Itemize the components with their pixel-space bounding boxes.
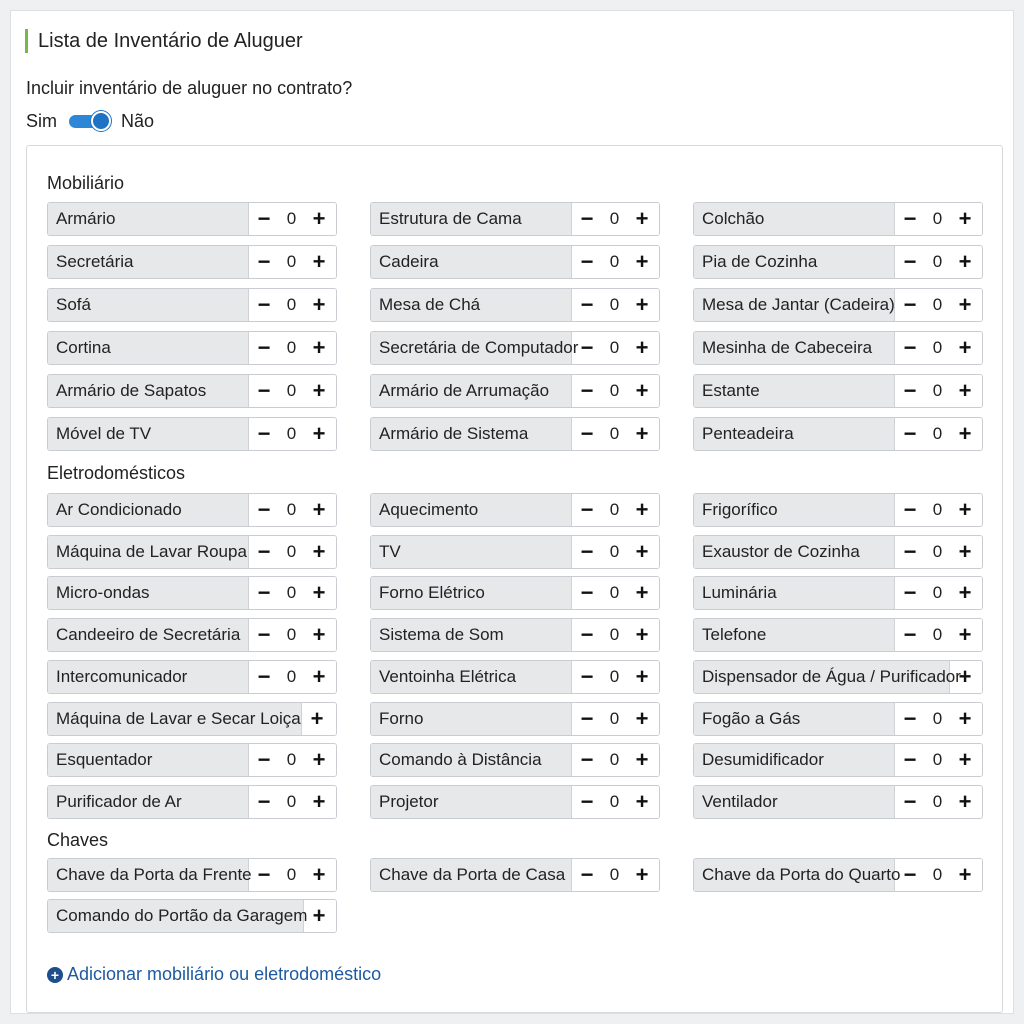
item-label: Ar Condicionado: [48, 494, 249, 526]
inventory-item: [47, 417, 337, 451]
group-title: Mobiliário: [47, 173, 125, 193]
quantity-value: 0: [932, 500, 943, 519]
quantity-value: 0: [932, 424, 943, 443]
inventory-item: [370, 374, 660, 408]
item-label: Chave da Porta do Quarto: [694, 859, 895, 891]
minus-icon[interactable]: −: [257, 292, 271, 317]
quantity-value: 0: [932, 252, 943, 271]
minus-icon[interactable]: −: [257, 747, 271, 773]
item-label: Máquina de Lavar Roupa: [48, 536, 249, 568]
inventory-item: [370, 245, 660, 279]
quantity-value: 0: [609, 666, 620, 686]
inventory-item: [693, 618, 983, 652]
item-label: Armário: [48, 203, 249, 235]
quantity-value: 0: [609, 500, 620, 519]
inventory-item: [693, 785, 983, 819]
minus-icon[interactable]: −: [903, 747, 917, 773]
quantity-value: 0: [286, 424, 297, 443]
quantity-stepper: [895, 203, 982, 235]
plus-icon[interactable]: +: [958, 206, 972, 231]
minus-icon[interactable]: −: [257, 497, 271, 522]
minus-icon[interactable]: −: [580, 335, 594, 360]
inventory-item: [47, 702, 337, 736]
plus-icon[interactable]: +: [958, 249, 972, 274]
item-label: Colchão: [694, 203, 895, 235]
item-label: Comando à Distância: [371, 744, 572, 776]
plus-icon[interactable]: +: [958, 497, 972, 522]
minus-icon[interactable]: −: [257, 580, 271, 606]
inventory-item: [693, 245, 983, 279]
item-label: Chave da Porta da Frente: [48, 859, 249, 891]
minus-icon[interactable]: −: [257, 622, 271, 648]
item-label: Forno: [371, 703, 572, 735]
quantity-value: 0: [286, 209, 297, 228]
quantity-value: 0: [932, 625, 943, 645]
plus-icon[interactable]: +: [635, 292, 649, 317]
minus-icon[interactable]: −: [580, 580, 594, 606]
inventory-item: [47, 618, 337, 652]
minus-icon[interactable]: −: [257, 206, 271, 231]
item-label: Telefone: [694, 619, 895, 651]
quantity-stepper: [572, 246, 659, 278]
inventory-item: [370, 576, 660, 610]
include-inventory-toggle[interactable]: [69, 111, 111, 131]
plus-icon[interactable]: +: [958, 622, 972, 648]
add-item-label: Adicionar mobiliário ou eletrodoméstico: [67, 964, 382, 984]
minus-icon[interactable]: −: [257, 538, 271, 564]
minus-icon[interactable]: −: [257, 335, 271, 360]
quantity-value: 0: [932, 750, 943, 770]
quantity-stepper: [572, 786, 659, 818]
inventory-panel: [26, 145, 1003, 1013]
item-label: Candeeiro de Secretária: [48, 619, 249, 651]
quantity-stepper: [249, 332, 336, 364]
item-label: Armário de Arrumação: [371, 375, 572, 407]
page-title: Lista de Inventário de Aluguer: [25, 29, 303, 53]
item-label: Secretária de Computador: [371, 332, 572, 364]
plus-icon[interactable]: +: [312, 903, 326, 928]
item-label: Desumidificador: [694, 744, 895, 776]
minus-icon[interactable]: −: [580, 497, 594, 522]
plus-icon[interactable]: +: [958, 663, 972, 689]
include-inventory-question: Incluir inventário de aluguer no contrato?: [26, 78, 353, 98]
item-label: Forno Elétrico: [371, 577, 572, 609]
inventory-item: [693, 493, 983, 527]
inventory-item: [693, 576, 983, 610]
minus-icon[interactable]: −: [903, 862, 917, 887]
minus-icon[interactable]: −: [903, 335, 917, 360]
quantity-value: 0: [609, 295, 620, 314]
plus-icon[interactable]: +: [958, 538, 972, 564]
minus-icon[interactable]: −: [257, 378, 271, 403]
quantity-value: 0: [286, 381, 297, 400]
quantity-stepper: [249, 536, 336, 568]
quantity-stepper: [572, 619, 659, 651]
plus-icon[interactable]: +: [635, 249, 649, 274]
quantity-value: 0: [609, 865, 620, 884]
inventory-item: [693, 743, 983, 777]
minus-icon[interactable]: −: [580, 378, 594, 403]
quantity-stepper: [249, 203, 336, 235]
quantity-stepper: [895, 332, 982, 364]
inventory-item: [47, 374, 337, 408]
plus-icon[interactable]: +: [312, 747, 326, 773]
plus-icon[interactable]: +: [958, 421, 972, 446]
quantity-value: 0: [932, 541, 943, 561]
inventory-item: [47, 899, 337, 933]
item-label: Aquecimento: [371, 494, 572, 526]
inventory-item: [47, 331, 337, 365]
item-label: Cortina: [48, 332, 249, 364]
quantity-stepper: [249, 418, 336, 450]
inventory-item: [693, 202, 983, 236]
minus-icon[interactable]: −: [580, 705, 594, 731]
quantity-value: 0: [609, 381, 620, 400]
minus-icon[interactable]: −: [257, 249, 271, 274]
inventory-item: [47, 493, 337, 527]
plus-icon[interactable]: +: [312, 335, 326, 360]
item-label: Móvel de TV: [48, 418, 249, 450]
inventory-item: [693, 288, 983, 322]
minus-icon[interactable]: −: [580, 292, 594, 317]
plus-circle-icon: +: [47, 967, 63, 983]
plus-icon[interactable]: +: [635, 663, 649, 689]
quantity-value: 0: [932, 295, 943, 314]
item-label: Estante: [694, 375, 895, 407]
quantity-stepper: [249, 289, 336, 321]
plus-icon[interactable]: +: [958, 747, 972, 773]
add-item-link[interactable]: [47, 964, 381, 985]
quantity-stepper: [572, 661, 659, 693]
plus-icon[interactable]: +: [635, 580, 649, 606]
item-label: Frigorífico: [694, 494, 895, 526]
quantity-value: 0: [286, 750, 297, 770]
quantity-stepper: [572, 332, 659, 364]
quantity-stepper: [249, 246, 336, 278]
plus-icon[interactable]: +: [312, 538, 326, 564]
toggle-no-label: Não: [121, 110, 155, 131]
plus-icon[interactable]: +: [958, 862, 972, 887]
quantity-stepper: [249, 859, 336, 891]
quantity-value: 0: [932, 338, 943, 357]
quantity-value: 0: [609, 750, 620, 770]
inventory-item: [693, 660, 983, 694]
quantity-stepper: [895, 859, 982, 891]
item-label: Secretária: [48, 246, 249, 278]
item-label: Pia de Cozinha: [694, 246, 895, 278]
quantity-value: 0: [609, 541, 620, 561]
inventory-item: [370, 858, 660, 892]
plus-icon[interactable]: +: [312, 206, 326, 231]
toggle-yes-label: Sim: [26, 110, 57, 131]
minus-icon[interactable]: −: [903, 378, 917, 403]
plus-icon[interactable]: +: [312, 862, 326, 887]
quantity-stepper: [895, 494, 982, 526]
inventory-item: [370, 535, 660, 569]
minus-icon[interactable]: −: [903, 497, 917, 522]
plus-icon[interactable]: +: [958, 788, 972, 814]
item-label: Cadeira: [371, 246, 572, 278]
item-label: Chave da Porta de Casa: [371, 859, 572, 891]
quantity-value: 0: [932, 865, 943, 884]
item-label: Mesa de Chá: [371, 289, 572, 321]
inventory-item: [370, 288, 660, 322]
minus-icon[interactable]: −: [903, 249, 917, 274]
minus-icon[interactable]: −: [257, 421, 271, 446]
minus-icon[interactable]: −: [903, 421, 917, 446]
quantity-stepper: [572, 203, 659, 235]
quantity-stepper: [572, 375, 659, 407]
inventory-item: [47, 245, 337, 279]
plus-icon[interactable]: +: [312, 249, 326, 274]
quantity-value: 0: [286, 541, 297, 561]
minus-icon[interactable]: −: [580, 538, 594, 564]
inventory-item: [693, 374, 983, 408]
quantity-value: 0: [286, 583, 297, 603]
quantity-stepper: [572, 859, 659, 891]
quantity-value: 0: [286, 625, 297, 645]
plus-icon[interactable]: +: [310, 705, 324, 731]
plus-icon[interactable]: +: [958, 292, 972, 317]
quantity-stepper: [249, 494, 336, 526]
inventory-page: [10, 10, 1014, 1014]
plus-icon[interactable]: +: [312, 378, 326, 403]
inventory-item: [693, 858, 983, 892]
quantity-stepper: [572, 418, 659, 450]
toggle-knob: [91, 111, 111, 131]
inventory-item: [693, 702, 983, 736]
quantity-value: 0: [609, 708, 620, 728]
quantity-value: 0: [609, 209, 620, 228]
quantity-stepper: [302, 703, 336, 735]
item-label: Estrutura de Cama: [371, 203, 572, 235]
inventory-item: [47, 535, 337, 569]
inventory-item: [370, 743, 660, 777]
plus-icon[interactable]: +: [958, 378, 972, 403]
plus-icon[interactable]: +: [635, 421, 649, 446]
quantity-stepper: [895, 703, 982, 735]
inventory-item: [370, 202, 660, 236]
quantity-stepper: [895, 786, 982, 818]
quantity-value: 0: [286, 666, 297, 686]
item-label: Exaustor de Cozinha: [694, 536, 895, 568]
quantity-value: 0: [286, 252, 297, 271]
plus-icon[interactable]: +: [958, 335, 972, 360]
item-label: Projetor: [371, 786, 572, 818]
plus-icon[interactable]: +: [312, 421, 326, 446]
item-label: Comando do Portão da Garagem: [48, 900, 304, 932]
quantity-stepper: [895, 619, 982, 651]
quantity-value: 0: [932, 209, 943, 228]
quantity-value: 0: [932, 583, 943, 603]
plus-icon[interactable]: +: [635, 622, 649, 648]
plus-icon[interactable]: +: [312, 788, 326, 814]
quantity-stepper: [249, 786, 336, 818]
quantity-value: 0: [609, 625, 620, 645]
inventory-item: [47, 858, 337, 892]
item-label: Armário de Sistema: [371, 418, 572, 450]
plus-icon[interactable]: +: [635, 747, 649, 773]
quantity-value: 0: [609, 583, 620, 603]
minus-icon[interactable]: −: [903, 580, 917, 606]
quantity-value: 0: [286, 791, 297, 811]
plus-icon[interactable]: +: [312, 497, 326, 522]
inventory-item: [47, 202, 337, 236]
plus-icon[interactable]: +: [958, 580, 972, 606]
quantity-stepper: [895, 577, 982, 609]
inventory-item: [47, 785, 337, 819]
inventory-item: [370, 417, 660, 451]
minus-icon[interactable]: −: [580, 206, 594, 231]
plus-icon[interactable]: +: [635, 497, 649, 522]
quantity-stepper: [895, 744, 982, 776]
quantity-value: 0: [286, 500, 297, 519]
quantity-stepper: [572, 289, 659, 321]
item-label: Penteadeira: [694, 418, 895, 450]
minus-icon[interactable]: −: [257, 663, 271, 689]
item-label: Dispensador de Água / Purificador: [694, 661, 950, 693]
minus-icon[interactable]: −: [903, 622, 917, 648]
inventory-item: [370, 660, 660, 694]
item-label: Armário de Sapatos: [48, 375, 249, 407]
inventory-item: [693, 535, 983, 569]
plus-icon[interactable]: +: [635, 705, 649, 731]
inventory-item: [47, 743, 337, 777]
quantity-stepper: [895, 375, 982, 407]
quantity-stepper: [895, 246, 982, 278]
minus-icon[interactable]: −: [580, 663, 594, 689]
minus-icon[interactable]: −: [580, 249, 594, 274]
group-title: Chaves: [47, 830, 109, 850]
plus-icon[interactable]: +: [312, 292, 326, 317]
inventory-item: [370, 785, 660, 819]
minus-icon[interactable]: −: [903, 705, 917, 731]
minus-icon[interactable]: −: [903, 206, 917, 231]
quantity-stepper: [249, 661, 336, 693]
minus-icon[interactable]: −: [580, 788, 594, 814]
plus-icon[interactable]: +: [635, 538, 649, 564]
item-label: Luminária: [694, 577, 895, 609]
plus-icon[interactable]: +: [635, 335, 649, 360]
item-label: Máquina de Lavar e Secar Loiça: [48, 703, 302, 735]
include-toggle-row: [26, 109, 154, 133]
item-label: Sistema de Som: [371, 619, 572, 651]
quantity-stepper: [895, 536, 982, 568]
quantity-value: 0: [932, 708, 943, 728]
item-label: TV: [371, 536, 572, 568]
minus-icon[interactable]: −: [580, 622, 594, 648]
quantity-value: 0: [286, 865, 297, 884]
minus-icon[interactable]: −: [903, 788, 917, 814]
plus-icon[interactable]: +: [312, 580, 326, 606]
minus-icon[interactable]: −: [257, 788, 271, 814]
quantity-value: 0: [286, 338, 297, 357]
item-label: Intercomunicador: [48, 661, 249, 693]
plus-icon[interactable]: +: [635, 206, 649, 231]
inventory-item: [370, 331, 660, 365]
quantity-stepper: [572, 494, 659, 526]
inventory-item: [693, 417, 983, 451]
quantity-value: 0: [609, 424, 620, 443]
quantity-stepper: [304, 900, 337, 932]
inventory-item: [47, 288, 337, 322]
quantity-value: 0: [609, 791, 620, 811]
group-title: Eletrodomésticos: [47, 463, 186, 483]
plus-icon[interactable]: +: [635, 862, 649, 887]
item-label: Mesa de Jantar (Cadeira): [694, 289, 895, 321]
minus-icon[interactable]: −: [580, 862, 594, 887]
quantity-value: 0: [609, 338, 620, 357]
item-label: Fogão a Gás: [694, 703, 895, 735]
quantity-stepper: [572, 536, 659, 568]
item-label: Micro-ondas: [48, 577, 249, 609]
quantity-value: 0: [932, 381, 943, 400]
minus-icon[interactable]: −: [580, 747, 594, 773]
quantity-value: 0: [609, 252, 620, 271]
minus-icon[interactable]: −: [257, 862, 271, 887]
inventory-item: [693, 331, 983, 365]
quantity-stepper: [249, 619, 336, 651]
minus-icon[interactable]: −: [903, 538, 917, 564]
plus-icon[interactable]: +: [635, 788, 649, 814]
inventory-item: [370, 702, 660, 736]
item-label: Mesinha de Cabeceira: [694, 332, 895, 364]
item-label: Ventilador: [694, 786, 895, 818]
quantity-stepper: [572, 577, 659, 609]
plus-icon[interactable]: +: [312, 622, 326, 648]
minus-icon[interactable]: −: [580, 421, 594, 446]
quantity-stepper: [572, 703, 659, 735]
quantity-stepper: [249, 577, 336, 609]
inventory-item: [47, 576, 337, 610]
quantity-stepper: [249, 744, 336, 776]
inventory-item: [370, 493, 660, 527]
quantity-stepper: [895, 289, 982, 321]
quantity-stepper: [572, 744, 659, 776]
quantity-stepper: [249, 375, 336, 407]
item-label: Ventoinha Elétrica: [371, 661, 572, 693]
plus-icon[interactable]: +: [958, 705, 972, 731]
inventory-item: [370, 618, 660, 652]
plus-icon[interactable]: +: [312, 663, 326, 689]
item-label: Sofá: [48, 289, 249, 321]
quantity-value: 0: [286, 295, 297, 314]
item-label: Purificador de Ar: [48, 786, 249, 818]
minus-icon[interactable]: −: [903, 292, 917, 317]
quantity-value: 0: [932, 791, 943, 811]
plus-icon[interactable]: +: [635, 378, 649, 403]
inventory-item: [47, 660, 337, 694]
item-label: Esquentador: [48, 744, 249, 776]
quantity-stepper: [895, 418, 982, 450]
